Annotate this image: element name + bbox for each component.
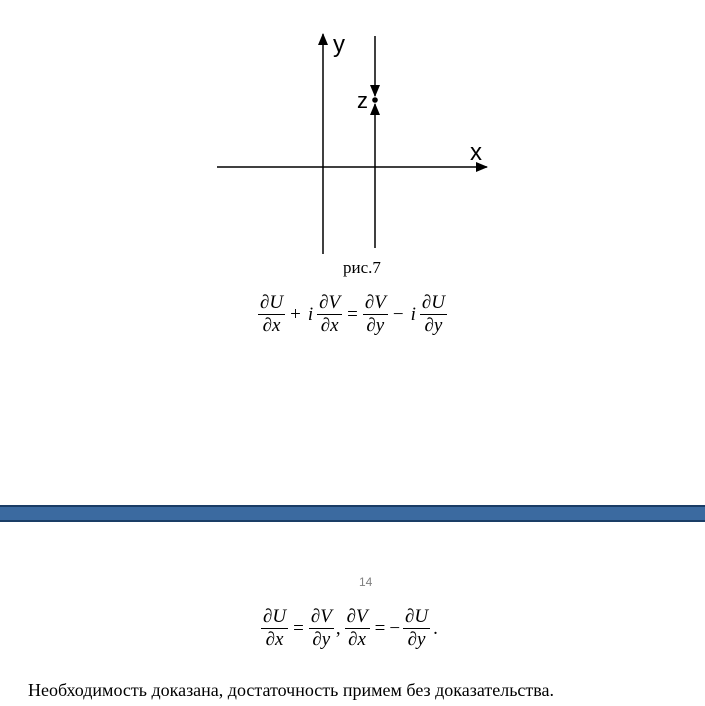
figure-7	[0, 0, 705, 270]
cauchy-riemann-equation-2	[260, 606, 438, 651]
equals: =	[347, 303, 358, 325]
imaginary-unit: i	[410, 303, 416, 325]
denominator: ∂x	[348, 629, 366, 650]
denominator: ∂x	[320, 315, 339, 336]
axis-x-label: x	[470, 139, 482, 166]
figure-caption: рис.7	[343, 258, 381, 277]
comma: ,	[335, 617, 341, 639]
numerator: ∂U	[263, 606, 287, 627]
denominator: ∂y	[424, 315, 443, 336]
body-paragraph: Необходимость доказана, достаточность примем без доказательства.	[28, 680, 555, 700]
point-z	[372, 97, 378, 103]
numerator: ∂U	[421, 292, 445, 313]
operator: +	[290, 303, 301, 325]
fraction	[258, 292, 285, 337]
denominator: ∂y	[407, 629, 426, 650]
denominator: ∂y	[312, 629, 331, 650]
minus: −	[389, 617, 401, 639]
fraction	[403, 606, 430, 651]
operator: −	[392, 303, 404, 325]
fraction	[261, 606, 288, 651]
fraction	[317, 292, 342, 337]
page-number: 14	[359, 575, 373, 589]
denominator: ∂x	[262, 315, 281, 336]
point-z-label: z	[357, 88, 368, 113]
equals: =	[374, 617, 386, 639]
denominator: ∂y	[366, 315, 385, 336]
fraction	[420, 292, 447, 337]
axis-y-label: y	[333, 31, 345, 58]
fraction	[345, 606, 370, 651]
numerator: ∂V	[319, 292, 341, 313]
numerator: ∂V	[346, 606, 368, 627]
equals: =	[293, 617, 304, 639]
cauchy-riemann-equation-1	[257, 292, 448, 337]
imaginary-unit: i	[307, 303, 314, 325]
fraction	[309, 606, 334, 651]
denominator: ∂x	[265, 629, 284, 650]
numerator: ∂U	[260, 292, 284, 313]
page-separator	[0, 505, 705, 522]
fraction	[363, 292, 388, 337]
period: .	[433, 617, 438, 639]
numerator: ∂U	[405, 606, 429, 627]
numerator: ∂V	[364, 292, 386, 313]
numerator: ∂V	[310, 606, 332, 627]
